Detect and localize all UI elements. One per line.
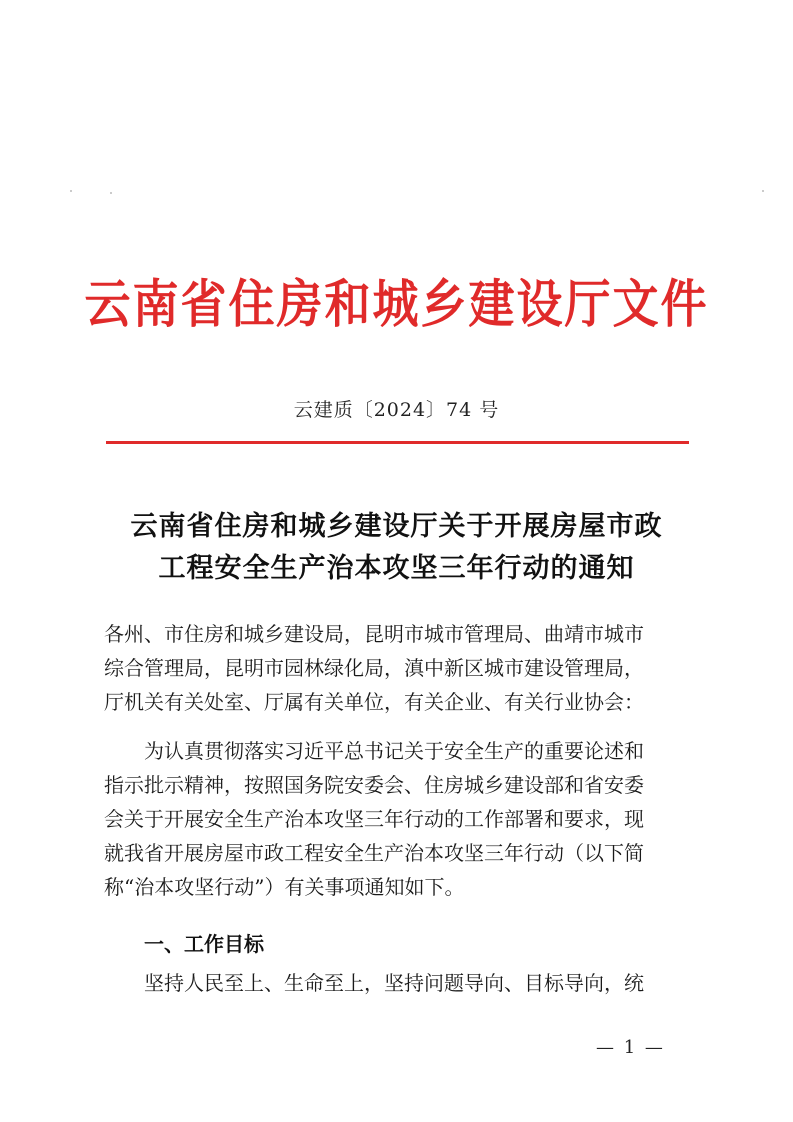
document-masthead: 云南省住房和城乡建设厅文件 bbox=[84, 273, 709, 335]
section-heading: 一、工作目标 bbox=[144, 932, 264, 956]
section-paragraph-line: 坚持人民至上、生命至上，坚持问题导向、目标导向，统 bbox=[144, 971, 644, 995]
scan-speck bbox=[762, 190, 764, 192]
paragraph-line: 为认真贯彻落实习近平总书记关于安全生产的重要论述和 bbox=[144, 739, 644, 763]
document-title-line: 云南省住房和城乡建设厅关于开展房屋市政 bbox=[130, 511, 663, 542]
addressee-block bbox=[104, 617, 684, 719]
addressee-line: 厅机关有关处室、厅属有关单位，有关企业、有关行业协会： bbox=[104, 690, 644, 714]
intro-paragraph bbox=[104, 734, 684, 904]
page-number: — 1 — bbox=[596, 1037, 665, 1058]
scan-speck bbox=[110, 192, 112, 194]
paragraph-line: 称“治本攻坚行动”）有关事项通知如下。 bbox=[104, 875, 465, 899]
document-title-line: 工程安全生产治本攻坚三年行动的通知 bbox=[158, 553, 635, 584]
addressee-line: 各州、市住房和城乡建设局，昆明市城市管理局、曲靖市城市 bbox=[104, 622, 644, 646]
scan-speck bbox=[70, 190, 72, 192]
document-title bbox=[0, 506, 793, 590]
paragraph-line: 就我省开展房屋市政工程安全生产治本攻坚三年行动（以下简 bbox=[104, 841, 644, 865]
red-divider-rule bbox=[106, 441, 689, 444]
paragraph-line: 指示批示精神，按照国务院安委会、住房城乡建设部和省安委 bbox=[104, 773, 644, 797]
document-number: 云建质〔2024〕74 号 bbox=[293, 399, 500, 421]
paragraph-line: 会关于开展安全生产治本攻坚三年行动的工作部署和要求，现 bbox=[104, 807, 644, 831]
addressee-line: 综合管理局，昆明市园林绿化局，滇中新区城市建设管理局， bbox=[104, 656, 644, 680]
